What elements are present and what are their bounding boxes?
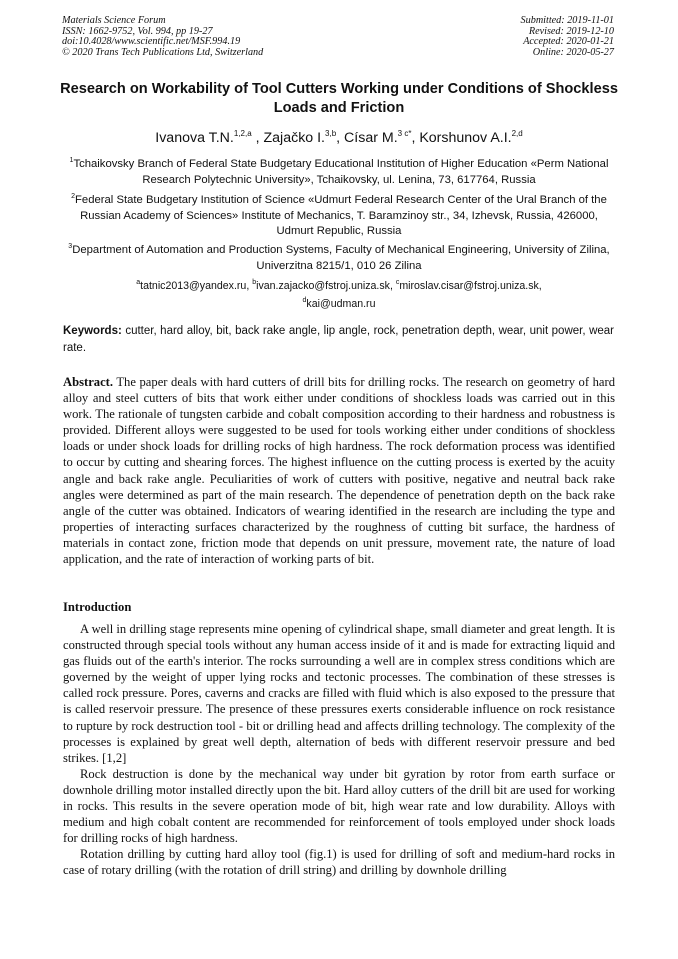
journal-doi[interactable]: doi:10.4028/www.scientific.net/MSF.994.19 — [62, 36, 241, 48]
email-mark: d — [302, 296, 307, 304]
email-mark: b — [252, 279, 257, 286]
author-separator: , — [251, 130, 264, 146]
publication-dates — [521, 16, 614, 58]
paragraph: Rock destruction is done by the mechanical way under bit gyration by rotor from earth surface or downhole drilling motor installed directly upon the bit. Hard alloy cutters of the drill bit are used for working in rocks. This results in the severe operation mode of bit, high wear rate and low durability. Alloys with medium and high cobalt content are recommended for reinforcement of tools employed under shock loads for drilling rocks of high hardness. — [63, 766, 615, 846]
affiliation-1 — [66, 153, 612, 188]
email-link[interactable]: ivan.zajacko@fstroj.uniza.sk, — [256, 280, 396, 292]
author-affiliation-mark: 3,b — [325, 129, 337, 138]
date-submitted: Submitted: 2019-11-01 — [520, 15, 614, 26]
affiliation-text: Department of Automation and Production Systems, Faculty of Mechanical Engineering, University of Zilina, Univerzitna 8215/1, 010 26 Zilina — [72, 244, 610, 272]
author-separator: , — [411, 130, 420, 146]
author-name: Císar M. — [344, 130, 398, 146]
keywords-block — [63, 323, 614, 356]
introduction-body — [63, 621, 615, 879]
author-separator: , — [336, 130, 345, 146]
author-affiliation-mark: 2,d — [511, 129, 523, 138]
keywords-label: Keywords: — [63, 325, 122, 337]
date-revised: Revised: 2019-12-10 — [528, 25, 614, 37]
affiliation-2 — [66, 189, 612, 240]
email-mark: a — [136, 279, 141, 286]
author-name: Zajačko I. — [263, 130, 326, 146]
affiliation-mark: 2 — [71, 193, 76, 200]
email-link[interactable]: kai@udman.ru — [306, 297, 376, 310]
paper-title: Research on Workability of Tool Cutters Working under Conditions of Shockless Loads and Friction — [60, 81, 618, 116]
author-name: Korshunov A.I. — [419, 130, 512, 146]
abstract-text: The paper deals with hard cutters of drill bits for drilling rocks. The research on geometry of hard alloy and steel cutters of bits that work either under conditions of shockless loads was carried out in this work. The rationale of tungsten carbide and cobalt composition according to their hardness and robustness is provided. Different alloys were suggested to be used for tools working either under conditions of shockless loads or under shock loads for drilling rocks of high hardness. The rock deformation process was identified to occur by cutting and shearing forces. The highest influence on the cutting process is exerted by the acuity angle and back rake angle. Peculiarities of work of cutters with positive, negative and neutral back rake angles were determined as part of the main research. The dependence of penetration depth on the back rake angle of the cutter was obtained. Indicators of wearing identified in the research are including the type and properties of interacting surfaces characterized by the roughness of cutting bit surface, the hardness of materials in contact zone, friction mode that depends on unit pressure, movement rate, the nature of load application, and the rate of interaction of working parts of bit. — [63, 375, 615, 567]
date-online: Online: 2020-05-27 — [532, 46, 614, 58]
author-emails — [66, 276, 612, 311]
author-affiliation-mark: 3 c* — [397, 129, 412, 138]
affiliation-text: Tchaikovsky Branch of Federal State Budgetary Educational Institution of Higher Education «Perm National Research Polytechnic University», Tchaikovsky, ul. Lenina, 73, 617764, Russia — [73, 158, 609, 186]
section-heading-introduction: Introduction — [63, 600, 132, 614]
email-mark: c — [395, 279, 400, 286]
paragraph: Rotation drilling by cutting hard alloy tool (fig.1) is used for drilling of soft and medium-hard rocks in case of rotary drilling (with the rotation of drill string) and drilling by downhole drilling — [63, 847, 615, 878]
affiliation-mark: 1 — [69, 157, 74, 164]
date-accepted: Accepted: 2020-01-21 — [523, 36, 614, 48]
author-affiliation-mark: 1,2,a — [233, 129, 252, 138]
journal-name: Materials Science Forum — [62, 15, 166, 26]
keywords-text: cutter, hard alloy, bit, back rake angle, lip angle, rock, penetration depth, wear, unit power, wear rate. — [63, 325, 614, 354]
abstract-block — [63, 374, 615, 567]
journal-issn: ISSN: 1662-9752, Vol. 994, pp 19-27 — [62, 25, 213, 37]
abstract-label: Abstract. — [63, 375, 114, 389]
affiliation-mark: 3 — [68, 243, 73, 250]
email-link[interactable]: miroslav.cisar@fstroj.uniza.sk, — [399, 280, 542, 292]
journal-info — [62, 16, 263, 58]
author-name: Ivanova T.N. — [155, 130, 234, 146]
affiliation-3 — [66, 239, 612, 274]
email-link[interactable]: tatnic2013@yandex.ru, — [140, 280, 253, 292]
paragraph: A well in drilling stage represents mine opening of cylindrical shape, small diameter and great length. It is constructed through special tools without any human access inside of it and is made for extracting liquid and gas fluids out of the earth's interior. The rocks surrounding a well are in complex stress conditions which are governed by the weight of upper lying rocks and tectonic processes. The combination of these stresses is called rock pressure. Pores, caverns and cracks are filled with fluid which is also exposed to the pressure that is called reservoir pressure. The presence of these pressures exerts considerable influence on rock resistance to rupture by rock destruction tool - bit or drilling head and affects drilling technology. The complexity of the processes is explained by great well depth, alternation of beds with different reservoir pressure and bed strikes. [1,2] — [63, 622, 615, 765]
author-list — [60, 125, 618, 147]
affiliation-text: Federal State Budgetary Institution of Science «Udmurt Federal Research Center of the Ural Branch of the Russian Academy of Sciences» Institute of Mechanics, T. Baramzinoy str., 34, Izhevsk, Russia, 426000, Udmurt Republic, Russia — [75, 194, 607, 237]
journal-copyright: © 2020 Trans Tech Publications Ltd, Switzerland — [62, 46, 264, 58]
